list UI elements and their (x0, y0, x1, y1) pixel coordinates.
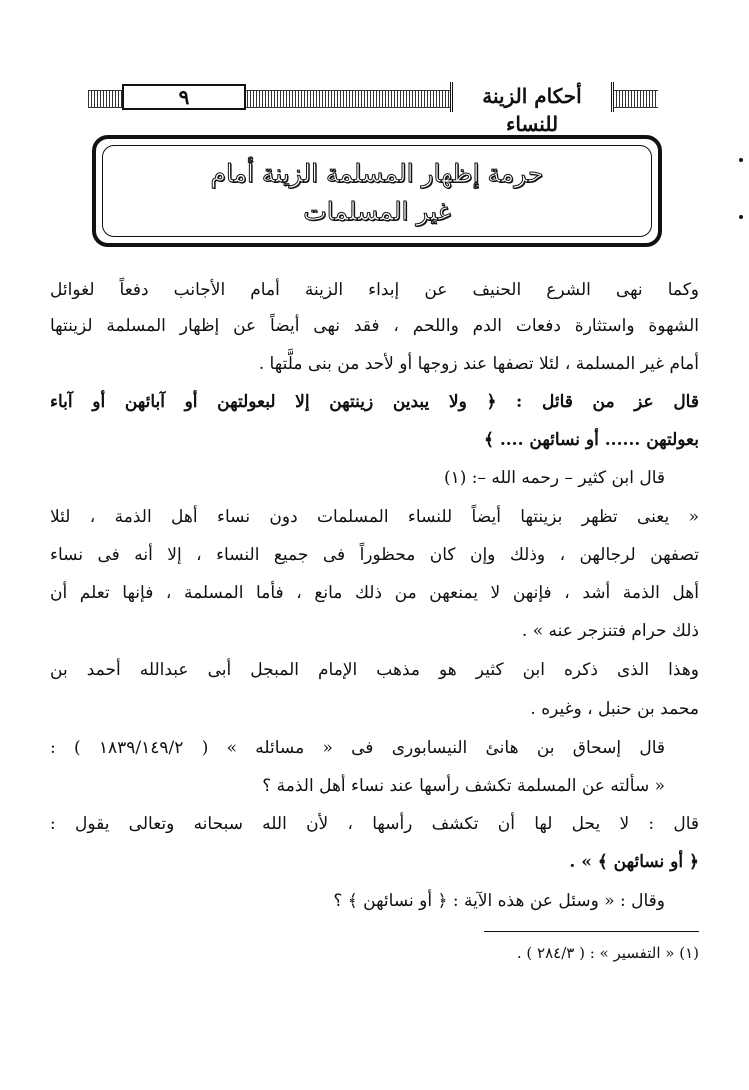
section-title-box (92, 135, 662, 247)
quran-verse-line: بعولتهن ...... أو نسائهن .... ﴾ (483, 430, 699, 450)
quran-verse-line: ﴿ أو نسائهن ﴾ » . (569, 852, 699, 872)
scan-mark (739, 215, 743, 219)
body-line: قال : لا يحل لها أن تكشف رأسها ، لأن الله سبحانه وتعالى يقول : (50, 814, 699, 834)
body-line: قال إسحاق بن هانئ النيسابورى فى « مسائله » ( ١٨٣٩/١٤٩/٢ ) : (50, 738, 665, 758)
quote-line: « يعنى تظهر بزينتها أيضاً للنساء المسلمات دون نساء أهل الذمة ، لئلا (50, 507, 699, 527)
page-number: ٩ (122, 84, 246, 110)
section-title-line1: حرمة إظهار المسلمة الزينة أمام (210, 159, 544, 188)
body-line: الشهوة واستثارة دفعات الدم واللحم ، فقد نهى أيضاً عن إظهار المسلمة لزينتها (50, 316, 699, 336)
section-title-line2: غير المسلمات (303, 197, 451, 226)
quote-line: « سألته عن المسلمة تكشف رأسها عند نساء أهل الذمة ؟ (262, 776, 665, 796)
citation-line: قال ابن كثير – رحمه الله –: (١) (443, 468, 665, 488)
quran-verse-line: قال عز من قائل : ﴿ ولا يبدين زينتهن إلا لبعولتهن أو آبائهن أو آباء (50, 392, 699, 412)
footnote: (١) « التفسير » : ( ٢٨٤/٣ ) . (516, 944, 699, 962)
body-line: محمد بن حنبل ، وغيره . (530, 699, 699, 719)
body-line: وهذا الذى ذكره ابن كثير هو مذهب الإمام المبجل أبى عبدالله أحمد بن (50, 660, 699, 680)
quote-line: ذلك حرام فتنزجر عنه » . (521, 621, 699, 641)
quote-line: أهل الذمة أشد ، فإنهن لا يمنعهن من ذلك مانع ، فأما المسلمة ، فإنها تعلم أن (50, 583, 699, 603)
footnote-separator (484, 931, 699, 932)
running-header (88, 84, 658, 136)
scan-mark (739, 158, 743, 162)
body-line: وقال : « وسئل عن هذه الآية : ﴿ أو نسائهن ﴾ ؟ (333, 891, 665, 911)
body-line: وكما نهى الشرع الحنيف عن إبداء الزينة أمام الأجانب دفعاً لغوائل (50, 280, 699, 300)
quote-line: تصفهن لرجالهن ، وذلك وإن كان محظوراً فى جميع النساء ، إلا أنه فى نساء (50, 545, 699, 565)
body-line: أمام غير المسلمة ، لئلا تصفها عند زوجها أو لأحد من بنى ملَّتها . (258, 354, 699, 374)
book-title: أحكام الزينة للنساء (450, 82, 614, 112)
